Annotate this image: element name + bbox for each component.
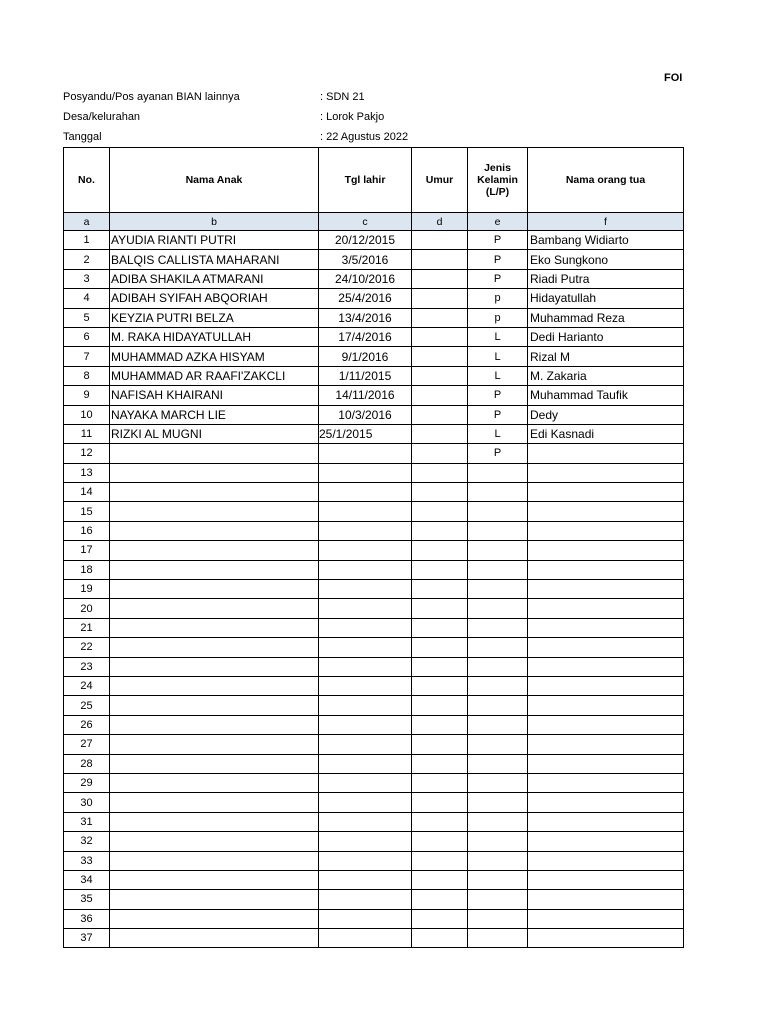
parent-name-cell [528,696,684,715]
birth-date-cell [319,541,412,560]
child-name-cell: BALQIS CALLISTA MAHARANI [110,250,319,269]
col-letter-a: a [64,213,110,231]
gender-cell: L [468,347,528,366]
parent-name-cell [528,502,684,521]
birth-date-cell: 9/1/2016 [319,347,412,366]
row-number: 5 [64,308,110,327]
child-name-cell [110,812,319,831]
parent-name-cell: Dedi Harianto [528,327,684,346]
age-cell [412,773,468,792]
child-name-cell: NAYAKA MARCH LIE [110,405,319,424]
form-code: FOI [664,72,683,84]
table-row [64,890,684,909]
row-number: 21 [64,618,110,637]
child-name-cell [110,909,319,928]
child-name-cell [110,444,319,463]
table-row [64,851,684,870]
birth-date-cell [319,502,412,521]
birth-date-cell [319,851,412,870]
birth-date-cell: 25/1/2015 [319,424,412,443]
gender-cell [468,909,528,928]
col-letter-c: c [319,213,412,231]
child-name-cell [110,870,319,889]
age-cell [412,463,468,482]
child-name-cell: ADIBA SHAKILA ATMARANI [110,269,319,288]
birth-date-cell [319,444,412,463]
child-name-cell: NAFISAH KHAIRANI [110,386,319,405]
birth-date-cell [319,676,412,695]
row-number: 3 [64,269,110,288]
parent-name-cell [528,618,684,637]
age-cell [412,676,468,695]
parent-name-cell [528,541,684,560]
parent-name-cell [528,580,684,599]
birth-date-cell [319,618,412,637]
birth-date-cell: 10/3/2016 [319,405,412,424]
table-row [64,832,684,851]
age-cell [412,618,468,637]
parent-name-cell [528,638,684,657]
jk-line-1: Jenis [484,162,511,174]
gender-cell [468,832,528,851]
posyandu-value: : SDN 21 [320,91,365,103]
parent-name-cell [528,754,684,773]
age-cell [412,289,468,308]
child-name-cell [110,502,319,521]
table-row [64,735,684,754]
child-name-cell [110,696,319,715]
birth-date-cell: 1/11/2015 [319,366,412,385]
age-cell [412,308,468,327]
column-letter-row [64,213,684,231]
table-row [64,502,684,521]
gender-cell: P [468,269,528,288]
gender-cell [468,599,528,618]
child-name-cell: KEYZIA PUTRI BELZA [110,308,319,327]
age-cell [412,599,468,618]
gender-cell: p [468,289,528,308]
child-name-cell [110,580,319,599]
parent-name-cell [528,793,684,812]
gender-cell [468,929,528,948]
posyandu-label: Posyandu/Pos ayanan BIAN lainnya [63,91,240,103]
age-cell [412,696,468,715]
child-name-cell: MUHAMMAD AR RAAFI'ZAKCLI [110,366,319,385]
row-number: 37 [64,929,110,948]
table-row [64,696,684,715]
age-cell [412,541,468,560]
table-row [64,289,684,308]
table-row [64,715,684,734]
table-row [64,444,684,463]
table-row [64,521,684,540]
age-cell [412,347,468,366]
child-name-cell [110,832,319,851]
parent-name-cell: Muhammad Taufik [528,386,684,405]
age-cell [412,444,468,463]
row-number: 19 [64,580,110,599]
child-name-cell [110,851,319,870]
row-number: 18 [64,560,110,579]
gender-cell [468,851,528,870]
birth-date-cell: 13/4/2016 [319,308,412,327]
gender-cell [468,676,528,695]
parent-name-cell: Dedy [528,405,684,424]
table-row [64,269,684,288]
row-number: 35 [64,890,110,909]
table-row [64,366,684,385]
parent-name-cell [528,463,684,482]
gender-cell [468,618,528,637]
table-row [64,327,684,346]
desa-value: : Lorok Pakjo [320,111,385,123]
parent-name-cell: Bambang Widiarto [528,231,684,250]
child-name-cell [110,541,319,560]
col-header-nama-orang-tua: Nama orang tua [528,148,684,213]
parent-name-cell: Hidayatullah [528,289,684,308]
parent-name-cell [528,657,684,676]
birth-date-cell [319,793,412,812]
col-header-jenis-kelamin [468,148,528,213]
gender-cell [468,696,528,715]
row-number: 32 [64,832,110,851]
row-number: 36 [64,909,110,928]
table-row [64,638,684,657]
desa-label: Desa/kelurahan [63,111,141,123]
child-name-cell [110,560,319,579]
table-row [64,599,684,618]
gender-cell [468,735,528,754]
birth-date-cell [319,773,412,792]
age-cell [412,231,468,250]
table-row [64,560,684,579]
col-letter-b: b [110,213,319,231]
row-number: 27 [64,735,110,754]
row-number: 31 [64,812,110,831]
gender-cell [468,657,528,676]
gender-cell: P [468,231,528,250]
gender-cell: P [468,386,528,405]
gender-cell [468,638,528,657]
age-cell [412,715,468,734]
age-cell [412,560,468,579]
child-name-cell [110,773,319,792]
age-cell [412,580,468,599]
birth-date-cell [319,483,412,502]
age-cell [412,269,468,288]
birth-date-cell: 17/4/2016 [319,327,412,346]
age-cell [412,405,468,424]
row-number: 10 [64,405,110,424]
gender-cell [468,890,528,909]
row-number: 28 [64,754,110,773]
tanggal-label: Tanggal [63,131,102,143]
parent-name-cell: Rizal M [528,347,684,366]
age-cell [412,521,468,540]
child-name-cell [110,599,319,618]
birth-date-cell [319,832,412,851]
child-name-cell [110,793,319,812]
birth-date-cell: 24/10/2016 [319,269,412,288]
birth-date-cell: 20/12/2015 [319,231,412,250]
gender-cell [468,541,528,560]
gender-cell [468,793,528,812]
age-cell [412,851,468,870]
child-name-cell [110,521,319,540]
child-name-cell [110,890,319,909]
parent-name-cell [528,812,684,831]
table-row [64,386,684,405]
age-cell [412,250,468,269]
age-cell [412,366,468,385]
gender-cell: P [468,250,528,269]
row-number: 11 [64,424,110,443]
birth-date-cell [319,754,412,773]
gender-cell [468,560,528,579]
row-number: 12 [64,444,110,463]
child-name-cell [110,715,319,734]
child-name-cell: MUHAMMAD AZKA HISYAM [110,347,319,366]
col-letter-e: e [468,213,528,231]
gender-cell [468,812,528,831]
parent-name-cell [528,851,684,870]
child-registry-table [63,147,684,948]
parent-name-cell [528,444,684,463]
col-letter-d: d [412,213,468,231]
birth-date-cell [319,735,412,754]
row-number: 13 [64,463,110,482]
gender-cell [468,754,528,773]
gender-cell [468,773,528,792]
gender-cell [468,870,528,889]
table-row [64,618,684,637]
parent-name-cell [528,676,684,695]
col-header-nama-anak: Nama Anak [110,148,319,213]
row-number: 34 [64,870,110,889]
age-cell [412,483,468,502]
gender-cell [468,502,528,521]
child-name-cell [110,618,319,637]
table-row [64,870,684,889]
gender-cell: P [468,444,528,463]
tanggal-value: : 22 Agustus 2022 [320,131,409,143]
child-name-cell [110,638,319,657]
parent-name-cell [528,735,684,754]
row-number: 2 [64,250,110,269]
table-row [64,676,684,695]
birth-date-cell [319,696,412,715]
col-header-no: No. [64,148,110,213]
col-header-umur: Umur [412,148,468,213]
row-number: 20 [64,599,110,618]
birth-date-cell [319,560,412,579]
parent-name-cell [528,773,684,792]
age-cell [412,502,468,521]
row-number: 7 [64,347,110,366]
birth-date-cell [319,929,412,948]
gender-cell: L [468,424,528,443]
age-cell [412,424,468,443]
parent-name-cell [528,832,684,851]
parent-name-cell [528,909,684,928]
age-cell [412,929,468,948]
gender-cell: L [468,327,528,346]
gender-cell [468,463,528,482]
row-number: 23 [64,657,110,676]
row-number: 29 [64,773,110,792]
table-row [64,250,684,269]
table-row [64,405,684,424]
table-row [64,793,684,812]
parent-name-cell [528,929,684,948]
parent-name-cell [528,715,684,734]
header-row [64,148,684,213]
birth-date-cell [319,890,412,909]
parent-name-cell [528,560,684,579]
age-cell [412,657,468,676]
age-cell [412,812,468,831]
age-cell [412,909,468,928]
birth-date-cell: 14/11/2016 [319,386,412,405]
table-row [64,424,684,443]
birth-date-cell [319,580,412,599]
child-name-cell [110,657,319,676]
age-cell [412,870,468,889]
parent-name-cell [528,521,684,540]
row-number: 4 [64,289,110,308]
parent-name-cell: Muhammad Reza [528,308,684,327]
row-number: 15 [64,502,110,521]
table-row [64,463,684,482]
birth-date-cell [319,715,412,734]
parent-name-cell: Riadi Putra [528,269,684,288]
age-cell [412,735,468,754]
birth-date-cell [319,463,412,482]
col-letter-f: f [528,213,684,231]
gender-cell: p [468,308,528,327]
row-number: 33 [64,851,110,870]
child-name-cell [110,676,319,695]
parent-name-cell: Edi Kasnadi [528,424,684,443]
parent-name-cell [528,483,684,502]
jk-line-3: (L/P) [485,186,510,198]
table-row [64,773,684,792]
birth-date-cell [319,599,412,618]
child-name-cell: ADIBAH SYIFAH ABQORIAH [110,289,319,308]
age-cell [412,890,468,909]
child-name-cell: AYUDIA RIANTI PUTRI [110,231,319,250]
gender-cell [468,715,528,734]
parent-name-cell: M. Zakaria [528,366,684,385]
row-number: 25 [64,696,110,715]
table-row [64,812,684,831]
table-row [64,231,684,250]
gender-cell [468,580,528,599]
gender-cell: L [468,366,528,385]
child-name-cell [110,463,319,482]
row-number: 9 [64,386,110,405]
birth-date-cell [319,812,412,831]
birth-date-cell [319,870,412,889]
jk-line-2: Kelamin [477,174,518,186]
parent-name-cell [528,870,684,889]
row-number: 8 [64,366,110,385]
parent-name-cell [528,599,684,618]
table-row [64,657,684,676]
row-number: 24 [64,676,110,695]
child-name-cell [110,735,319,754]
age-cell [412,327,468,346]
table-row [64,541,684,560]
age-cell [412,638,468,657]
row-number: 6 [64,327,110,346]
birth-date-cell [319,657,412,676]
age-cell [412,754,468,773]
parent-name-cell: Eko Sungkono [528,250,684,269]
table-row [64,929,684,948]
table-row [64,483,684,502]
table-row [64,347,684,366]
row-number: 1 [64,231,110,250]
row-number: 16 [64,521,110,540]
child-name-cell: RIZKI AL MUGNI [110,424,319,443]
birth-date-cell [319,909,412,928]
col-header-tgl-lahir: Tgl lahir [319,148,412,213]
child-name-cell [110,929,319,948]
table-row [64,308,684,327]
table-row [64,580,684,599]
table-row [64,909,684,928]
birth-date-cell [319,521,412,540]
parent-name-cell [528,890,684,909]
row-number: 17 [64,541,110,560]
child-name-cell [110,754,319,773]
child-name-cell [110,483,319,502]
age-cell [412,793,468,812]
gender-cell: P [468,405,528,424]
age-cell [412,386,468,405]
child-name-cell: M. RAKA HIDAYATULLAH [110,327,319,346]
table-row [64,754,684,773]
row-number: 22 [64,638,110,657]
age-cell [412,832,468,851]
gender-cell [468,483,528,502]
birth-date-cell [319,638,412,657]
row-number: 30 [64,793,110,812]
row-number: 14 [64,483,110,502]
row-number: 26 [64,715,110,734]
birth-date-cell: 3/5/2016 [319,250,412,269]
gender-cell [468,521,528,540]
birth-date-cell: 25/4/2016 [319,289,412,308]
